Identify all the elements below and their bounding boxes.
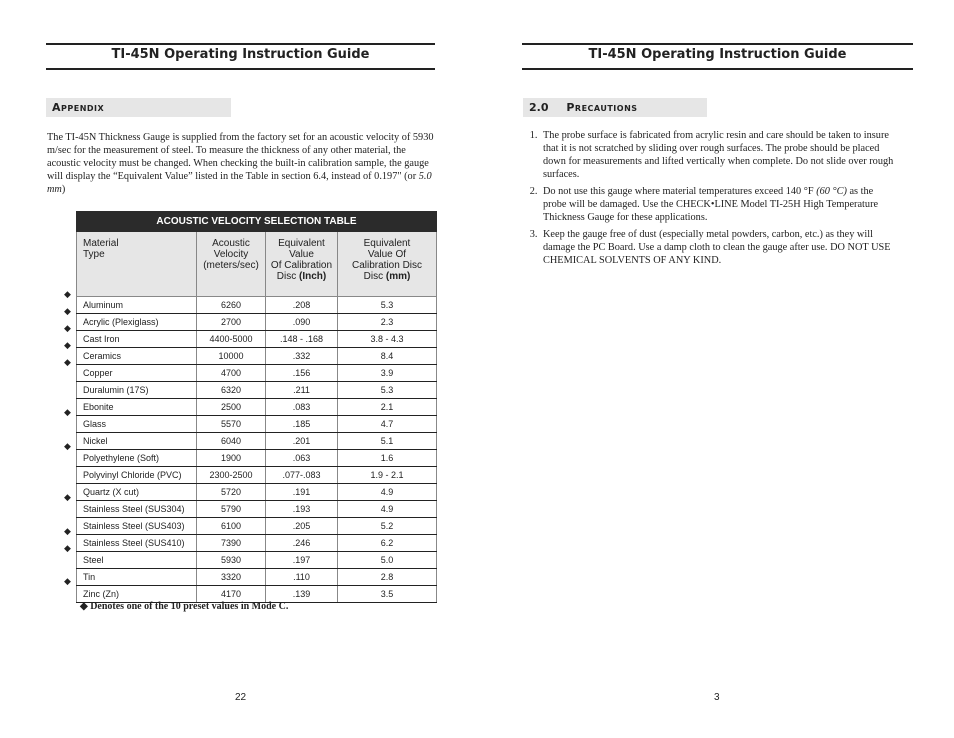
section-number: 2.0	[529, 101, 549, 114]
precautions-title: Precautions	[566, 101, 638, 114]
cell-inch: .205	[266, 518, 338, 535]
cell-mm: 5.2	[338, 518, 437, 535]
cell-inch: .063	[266, 450, 338, 467]
cell-velocity: 6320	[197, 382, 266, 399]
cell-mm: 8.4	[338, 348, 437, 365]
cell-velocity: 5930	[197, 552, 266, 569]
table-row	[77, 382, 437, 399]
cell-mm: 5.1	[338, 433, 437, 450]
cell-mm: 6.2	[338, 535, 437, 552]
preset-diamond-icon: ◆	[64, 543, 71, 554]
table-row	[77, 365, 437, 382]
appendix-intro	[47, 131, 435, 196]
cell-material: Ebonite	[77, 399, 197, 416]
table-row	[77, 348, 437, 365]
cell-inch: .208	[266, 297, 338, 314]
cell-material: Cast Iron	[77, 331, 197, 348]
cell-material: Nickel	[77, 433, 197, 450]
cell-inch: .201	[266, 433, 338, 450]
cell-velocity: 4400-5000	[197, 331, 266, 348]
cell-material: Glass	[77, 416, 197, 433]
cell-mm: 5.3	[338, 297, 437, 314]
table-header-row	[77, 232, 437, 297]
cell-inch: .197	[266, 552, 338, 569]
cell-inch: .110	[266, 569, 338, 586]
cell-velocity: 6100	[197, 518, 266, 535]
cell-inch: .139	[266, 586, 338, 603]
left-page-header: TI-45N Operating Instruction Guide	[46, 43, 435, 70]
preset-diamond-icon: ◆	[64, 340, 71, 351]
left-page-number: 22	[235, 692, 247, 703]
preset-diamond-icon: ◆	[64, 357, 71, 368]
intro-text: The TI-45N Thickness Gauge is supplied from the factory set for an acoustic velocity of 5930 m/sec for the measurement of steel. To measure the thickness of any other material, the acoustic velocity must be changed. When checking the built-in calibration sample, the gauge will display the “Equivalent Value” listed in the Table in section 6.4, instead of 0.197" (or	[47, 132, 434, 182]
cell-mm: 4.9	[338, 501, 437, 518]
cell-mm: 4.9	[338, 484, 437, 501]
cell-velocity: 3320	[197, 569, 266, 586]
table-row	[77, 586, 437, 603]
cell-material: Acrylic (Plexiglass)	[77, 314, 197, 331]
preset-diamond-icon: ◆	[64, 290, 71, 300]
acoustic-velocity-table	[76, 211, 437, 603]
cell-inch: .191	[266, 484, 338, 501]
cell-material: Stainless Steel (SUS403)	[77, 518, 197, 535]
precaution-item: 2. Do not use this gauge where material temperatures exceed 140 °F (60 °C) as the probe will be damaged. Use the CHECK•LINE Model TI-25H High Temperature Thickness Gauge for these applications.	[540, 185, 899, 224]
preset-diamond-icon: ◆	[64, 577, 71, 588]
col-velocity: Acoustic Velocity (meters/sec)	[197, 232, 266, 297]
table-row	[77, 518, 437, 535]
preset-footnote: ◆ Denotes one of the 10 preset values in Mode C.	[80, 601, 289, 612]
right-page-number: 3	[714, 692, 720, 703]
precautions-list-container	[523, 129, 899, 271]
cell-mm: 1.9 - 2.1	[338, 467, 437, 484]
preset-diamond-icon: ◆	[64, 408, 71, 419]
cell-mm: 3.5	[338, 586, 437, 603]
preset-diamond-icon: ◆	[64, 442, 71, 453]
cell-velocity: 5790	[197, 501, 266, 518]
cell-material: Ceramics	[77, 348, 197, 365]
col-mm: Equivalent Value Of Calibration Disc Disc (mm)	[338, 232, 437, 297]
cell-inch: .077-.083	[266, 467, 338, 484]
cell-mm: 2.3	[338, 314, 437, 331]
cell-material: Steel	[77, 552, 197, 569]
intro-end: )	[61, 184, 66, 195]
cell-inch: .083	[266, 399, 338, 416]
cell-inch: .148 - .168	[266, 331, 338, 348]
cell-material: Polyethylene (Soft)	[77, 450, 197, 467]
cell-material: Tin	[77, 569, 197, 586]
cell-material: Aluminum	[77, 297, 197, 314]
table-row	[77, 450, 437, 467]
precaution-item: 3. Keep the gauge free of dust (especially metal powders, carbon, etc.) as they will damage the PC Board. Use a damp cloth to clean the gauge after use. DO NOT USE CHEMICAL SOLVENTS OF ANY KIND.	[540, 228, 899, 267]
cell-mm: 4.7	[338, 416, 437, 433]
cell-material: Copper	[77, 365, 197, 382]
cell-mm: 5.0	[338, 552, 437, 569]
col-material: Material Type	[77, 232, 197, 297]
table-title: ACOUSTIC VELOCITY SELECTION TABLE	[77, 212, 437, 232]
cell-mm: 5.3	[338, 382, 437, 399]
cell-velocity: 5720	[197, 484, 266, 501]
cell-inch: .090	[266, 314, 338, 331]
table-row	[77, 569, 437, 586]
cell-velocity: 6040	[197, 433, 266, 450]
cell-inch: .246	[266, 535, 338, 552]
cell-velocity: 2300-2500	[197, 467, 266, 484]
preset-diamond-icon: ◆	[64, 306, 71, 317]
cell-velocity: 2500	[197, 399, 266, 416]
cell-inch: .211	[266, 382, 338, 399]
cell-inch: .193	[266, 501, 338, 518]
appendix-title: Appendix	[52, 101, 105, 114]
cell-material: Stainless Steel (SUS410)	[77, 535, 197, 552]
table-row	[77, 501, 437, 518]
cell-velocity: 6260	[197, 297, 266, 314]
precautions-list	[523, 129, 899, 267]
table-row	[77, 399, 437, 416]
table-row	[77, 552, 437, 569]
cell-material: Stainless Steel (SUS304)	[77, 501, 197, 518]
left-section-heading	[46, 98, 231, 117]
cell-velocity: 10000	[197, 348, 266, 365]
cell-velocity: 4170	[197, 586, 266, 603]
cell-material: Zinc (Zn)	[77, 586, 197, 603]
table-row	[77, 484, 437, 501]
table-row	[77, 314, 437, 331]
preset-diamond-icon: ◆	[64, 526, 71, 537]
cell-inch: .332	[266, 348, 338, 365]
preset-diamond-icon: ◆	[64, 323, 71, 334]
table-row	[77, 416, 437, 433]
cell-inch: .185	[266, 416, 338, 433]
preset-diamond-icon: ◆	[64, 492, 71, 503]
cell-material: Polyvinyl Chloride (PVC)	[77, 467, 197, 484]
cell-material: Quartz (X cut)	[77, 484, 197, 501]
cell-mm: 2.8	[338, 569, 437, 586]
table-row	[77, 535, 437, 552]
cell-material: Duralumin (17S)	[77, 382, 197, 399]
cell-mm: 2.1	[338, 399, 437, 416]
cell-mm: 1.6	[338, 450, 437, 467]
cell-inch: .156	[266, 365, 338, 382]
cell-velocity: 4700	[197, 365, 266, 382]
intro-italic: 5.0 mm	[47, 171, 432, 195]
precaution-item: 1. The probe surface is fabricated from acrylic resin and care should be taken to insure that it is not scratched by sliding over rough surfaces. The probe should be placed down for measurements and lifted vertically when complete. Do not slide over rough surfaces.	[540, 129, 899, 181]
table-row	[77, 433, 437, 450]
cell-velocity: 5570	[197, 416, 266, 433]
cell-velocity: 2700	[197, 314, 266, 331]
cell-mm: 3.8 - 4.3	[338, 331, 437, 348]
cell-velocity: 7390	[197, 535, 266, 552]
table-row	[77, 467, 437, 484]
table-row	[77, 297, 437, 314]
col-inch: Equivalent Value Of Calibration Disc (Inch)	[266, 232, 338, 297]
right-page-header: TI-45N Operating Instruction Guide	[522, 43, 913, 70]
cell-velocity: 1900	[197, 450, 266, 467]
table-row	[77, 331, 437, 348]
cell-mm: 3.9	[338, 365, 437, 382]
right-section-heading	[523, 98, 707, 117]
